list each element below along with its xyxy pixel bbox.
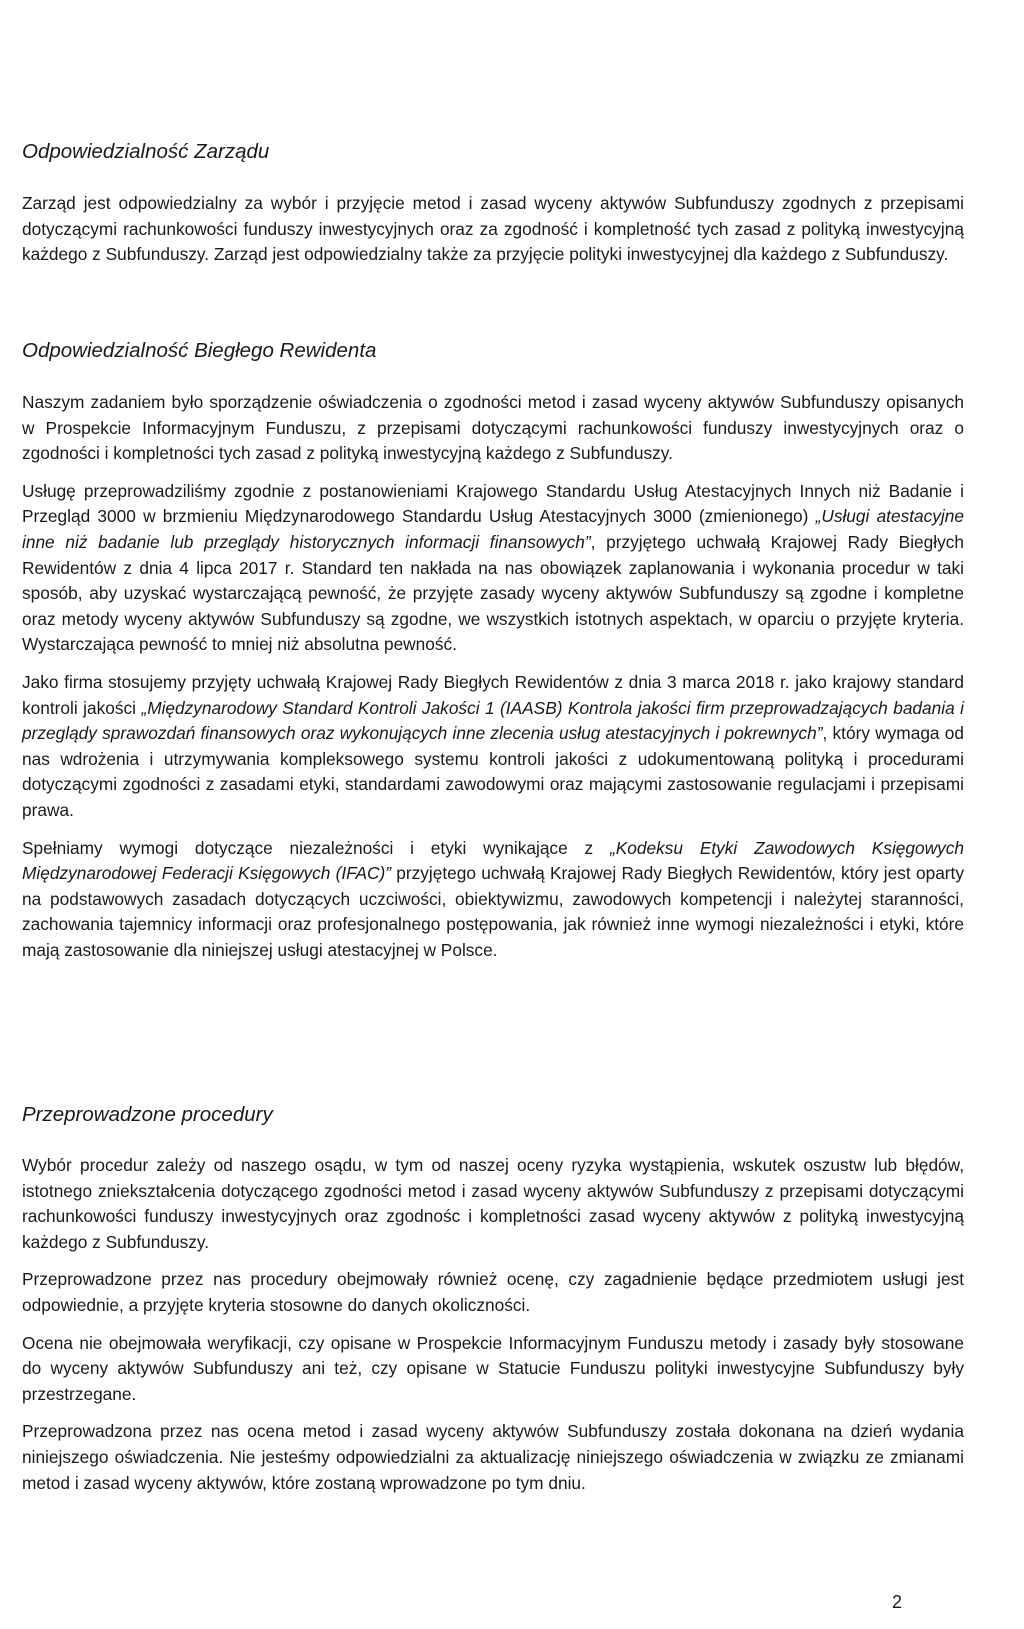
paragraph: Wybór procedur zależy od naszego osądu, w tym od naszej oceny ryzyka wystąpienia, wskutek oszustw lub błędów, istotnego zniekształcenia dotyczącego zgodności metod i zasad wyceny aktywów Subfunduszy z przepisami dotyczącymi rachunkowości funduszy inwestycyjnych oraz zgodnośc i kompletności zasad wyceny aktywów z polityką inwestycyjną każdego z Subfunduszy. — [22, 1155, 964, 1252]
section-body-procedures — [22, 1153, 964, 1508]
section-heading-management-responsibility: Odpowiedzialność Zarządu — [22, 140, 270, 163]
paragraph: Jako firma stosujemy przyjęty uchwałą Krajowej Rady Biegłych Rewidentów z dnia 3 marca 2018 r. jako krajowy standard kontroli jakości „Międzynarodowy Standard Kontroli Jakości 1 (IAASB) Kontrola jakości firm przeprowadzających badania i przeglądy sprawozdań finansowych oraz wykonujących inne zlecenia usług atestacyjnych i pokrewnych”, który wymaga od nas wdrożenia i utrzymywania kompleksowego systemu kontroli jakości z udokumentowaną polityką i procedurami dotyczącymi zgodności z zasadami etyki, standardami zawodowymi oraz mającymi zastosowanie regulacjami i przepisami prawa. — [22, 671, 964, 820]
paragraph: Zarząd jest odpowiedzialny za wybór i przyjęcie metod i zasad wyceny aktywów Subfunduszy zgodnych z przepisami dotyczącymi rachunkowości funduszy inwestycyjnych oraz za zgodność i kompletność tych zasad z polityką inwestycyjną każdego z Subfunduszy. Zarząd jest odpowiedzialny także za przyjęcie polityki inwestycyjnej dla każdego z Subfunduszy. — [22, 193, 964, 265]
paragraph: Naszym zadaniem było sporządzenie oświadczenia o zgodności metod i zasad wyceny aktywów Subfunduszy opisanych w Prospekcie Informacyjnym Funduszu, z przepisami dotyczącymi rachunkowości funduszy inwestycyjnych oraz o zgodności i kompletności tych zasad z polityką inwestycyjną każdego z Subfunduszy. — [22, 392, 964, 464]
document-page — [22, 0, 964, 1629]
page-number: 2 — [891, 1592, 902, 1612]
paragraph: Spełniamy wymogi dotyczące niezależności i etyki wynikające z „Kodeksu Etyki Zawodowych Księgowych Międzynarodowej Federacji Księgowych (IFAC)” przyjętego uchwałą Krajowej Rady Biegłych Rewidentów, który jest oparty na podstawowych zasadach dotyczących uczciwości, obiektywizmu, zawodowych kompetencji i należytej staranności, zachowania tajemnicy informacji oraz profesjonalnego postępowania, jak również inne wymogi niezależności i etyki, które mają zastosowanie dla niniejszej usługi atestacyjnej w Polsce. — [22, 837, 965, 960]
standard-title-italic: „Usługi atestacyjne inne niż badanie lub przeglądy historycznych informacji finansowych” — [22, 506, 964, 552]
paragraph: Przeprowadzona przez nas ocena metod i zasad wyceny aktywów Subfunduszy została dokonana na dzień wydania niniejszego oświadczenia. Nie jesteśmy odpowiedzialni za aktualizację niniejszego oświadczenia w związku ze zmianami metod i zasad wyceny aktywów, które zostaną wprowadzone po tym dniu. — [22, 1421, 964, 1493]
paragraph: Przeprowadzone przez nas procedury obejmowały również ocenę, czy zagadnienie będące przedmiotem usługi jest odpowiednie, a przyjęte kryteria stosowne do danych okoliczności. — [22, 1269, 964, 1315]
paragraph: Ocena nie obejmowała weryfikacji, czy opisane w Prospekcie Informacyjnym Funduszu metody i zasady były stosowane do wyceny aktywów Subfunduszy ani też, czy opisane w Statucie Funduszu polityki inwestycyjne Subfunduszy były przestrzegane. — [22, 1332, 964, 1404]
section-body-management-responsibility — [22, 191, 964, 280]
code-title-italic: „Kodeksu Etyki Zawodowych Księgowych Międzynarodowej Federacji Księgowych (IFAC)” — [22, 837, 964, 884]
section-body-auditor-responsibility — [22, 390, 964, 975]
section-heading-procedures: Przeprowadzone procedury — [22, 1103, 273, 1126]
section-heading-auditor-responsibility: Odpowiedzialność Biegłego Rewidenta — [22, 339, 377, 362]
paragraph: Usługę przeprowadziliśmy zgodnie z postanowieniami Krajowego Standardu Usług Atestacyjnych Innych niż Badanie i Przegląd 3000 w brzmieniu Międzynarodowego Standardu Usług Atestacyjnych 3000 (zmienionego) „Usługi atestacyjne inne niż badanie lub przeglądy historycznych informacji finansowych”, przyjętego uchwałą Krajowej Rady Biegłych Rewidentów z dnia 4 lipca 2017 r. Standard ten nakłada na nas obowiązek zaplanowania i wykonania procedur w taki sposób, aby uzyskać wystarczającą pewność, że przyjęte zasady wyceny aktywów Subfunduszy są zgodne i kompletne oraz metody wyceny aktywów Subfunduszy są zgodne, we wszystkich istotnych aspektach, w oparciu o przyjęte kryteria. Wystarczająca pewność to mniej niż absolutna pewność. — [22, 480, 964, 655]
standard-title-italic: „Międzynarodowy Standard Kontroli Jakości 1 (IAASB) Kontrola jakości firm przeprowadzających badania i przeglądy sprawozdań finansowych oraz wykonujących inne zlecenia usług atestacyjnych i pokrewnych” — [22, 697, 964, 744]
